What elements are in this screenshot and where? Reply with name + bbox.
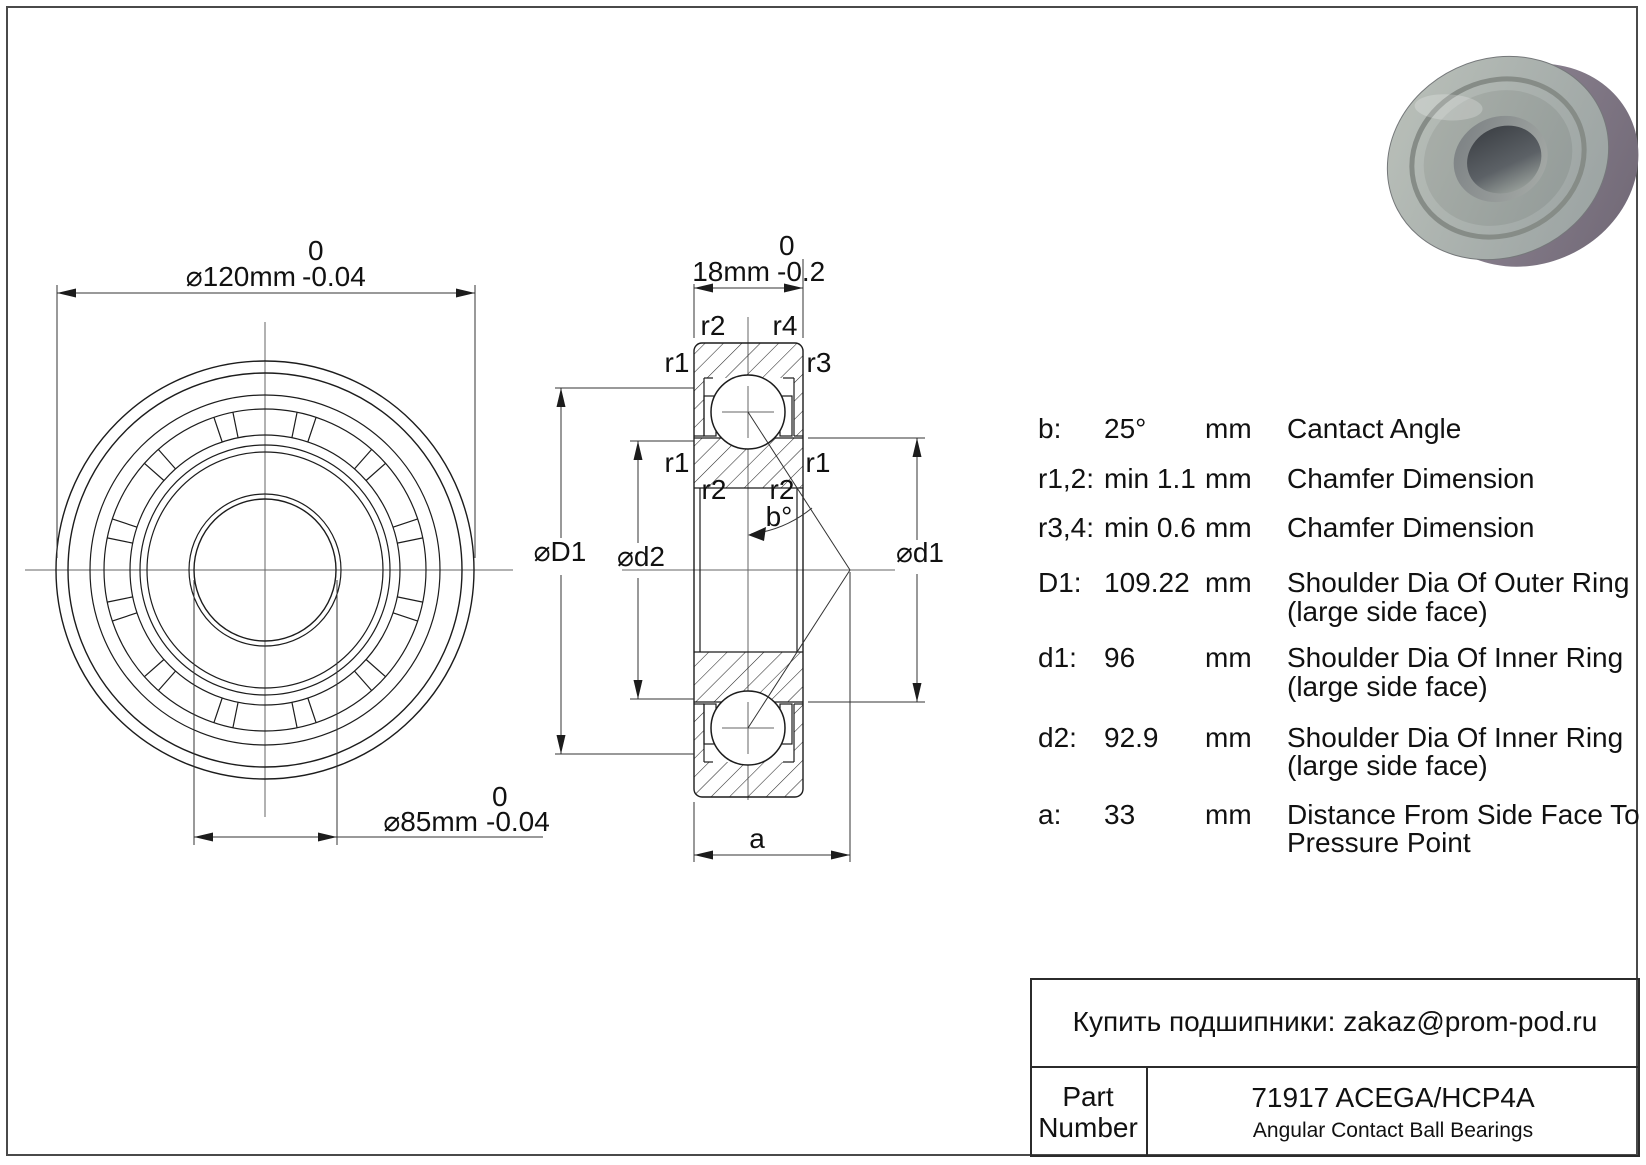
part-label-line1: Part <box>1062 1081 1114 1112</box>
part-number-value: 71917 ACEGA/HCP4A <box>1251 1081 1535 1113</box>
spec-value: 33 <box>1104 799 1136 830</box>
part-number-label <box>1030 1067 1146 1157</box>
r2-label-bore-right: r2 <box>769 474 795 505</box>
spec-value: 96 <box>1104 642 1136 673</box>
spec-unit: mm <box>1205 799 1252 830</box>
bore-dim-text: ⌀85mm <box>383 806 478 837</box>
od-dim-text: ⌀120mm <box>185 261 296 292</box>
spec-desc: Chamfer Dimension <box>1287 512 1535 543</box>
D1-label: ⌀D1 <box>533 536 587 567</box>
spec-desc: Distance From Side Face To <box>1287 799 1640 830</box>
spec-value: 92.9 <box>1104 722 1159 753</box>
spec-unit: mm <box>1205 567 1252 598</box>
spec-desc2: (large side face) <box>1287 750 1488 781</box>
spec-unit: mm <box>1205 722 1252 753</box>
part-number-cell <box>1146 1067 1640 1157</box>
spec-unit: mm <box>1205 642 1252 673</box>
section-view <box>534 230 944 862</box>
dim-a <box>694 802 850 862</box>
spec-value: 25° <box>1104 413 1147 444</box>
width-dim-tol-upper: 0 <box>779 230 795 261</box>
d1-label: ⌀d1 <box>895 537 945 568</box>
part-type-text: Angular Contact Ball Bearings <box>1252 1118 1534 1142</box>
spec-label: r3,4: <box>1038 512 1095 543</box>
r2-label-bore-left: r2 <box>701 474 727 505</box>
front-view <box>25 235 550 845</box>
spec-value: min 0.6 <box>1104 512 1196 543</box>
spec-desc: Shoulder Dia Of Inner Ring <box>1287 642 1624 673</box>
spec-desc2: Pressure Point <box>1287 827 1471 858</box>
spec-label: D1: <box>1038 567 1082 598</box>
spec-desc2: (large side face) <box>1287 671 1488 702</box>
spec-value: 109.22 <box>1104 567 1190 598</box>
r1-label-mid-right: r1 <box>805 447 831 478</box>
od-dim-tol-upper: 0 <box>308 235 324 266</box>
a-label: a <box>749 823 765 854</box>
spec-label: d2: <box>1038 722 1077 753</box>
spec-unit: mm <box>1205 512 1252 543</box>
r3-label-right: r3 <box>806 347 832 378</box>
spec-desc: Shoulder Dia Of Inner Ring <box>1287 722 1624 753</box>
spec-label: d1: <box>1038 642 1077 673</box>
r4-label-top-right: r4 <box>772 310 798 341</box>
od-dim-tol-lower: -0.04 <box>302 261 366 292</box>
r1-label-left: r1 <box>664 347 690 378</box>
spec-desc2: (large side face) <box>1287 596 1488 627</box>
r2-label-top-left: r2 <box>700 310 726 341</box>
spec-unit: mm <box>1205 463 1252 494</box>
part-label-line2: Number <box>1038 1112 1138 1143</box>
spec-desc: Chamfer Dimension <box>1287 463 1535 494</box>
spec-label: a: <box>1038 799 1062 830</box>
r1-label-mid-left: r1 <box>664 447 690 478</box>
d2-label: ⌀d2 <box>616 541 666 572</box>
dim-outer-diameter <box>57 235 475 558</box>
width-dim-text: 18mm <box>692 256 770 287</box>
spec-label: r1,2: <box>1038 463 1095 494</box>
spec-value: min 1.1 <box>1104 463 1196 494</box>
spec-unit: mm <box>1205 413 1252 444</box>
spec-desc: Cantact Angle <box>1287 413 1462 444</box>
bore-dim-tol-upper: 0 <box>492 781 508 812</box>
width-dim-tol-lower: -0.2 <box>777 256 826 287</box>
bore-dim-tol-lower: -0.04 <box>486 806 550 837</box>
contact-angle-label: b° <box>765 501 793 532</box>
spec-desc: Shoulder Dia Of Outer Ring <box>1287 567 1630 598</box>
contact-email-text: Купить подшипники: zakaz@prom-pod.ru <box>1072 1006 1598 1037</box>
bearing-3d-render <box>1354 10 1646 312</box>
spec-label: b: <box>1038 413 1062 444</box>
